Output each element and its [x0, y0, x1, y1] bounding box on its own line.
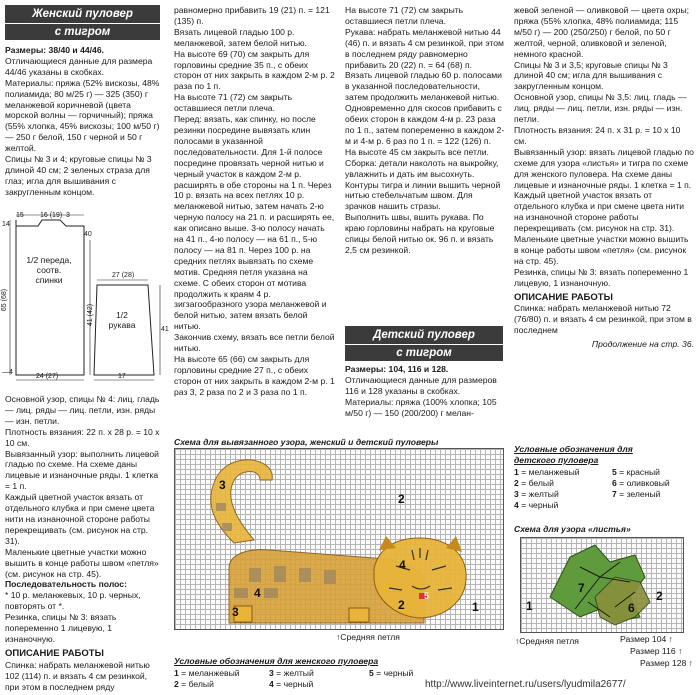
pattern-schematic	[2, 210, 170, 385]
col3-p7: Контуры тигра и линии вышить черной нитью стебельчатым швом. Для зрачков нашить стразы.	[345, 179, 501, 212]
zone-label-2: 3	[219, 478, 226, 492]
col4-p9: Резинка, спицы № 3: вязать попеременно 1 лицевую, 1 изнаночную.	[514, 266, 689, 288]
kids-intro	[345, 364, 505, 419]
size-116	[630, 646, 682, 656]
women-title-line1: Женский пуловер	[32, 8, 133, 20]
women-density: Плотность вязания: 22 п. х 28 р. = 10 х 10 см.	[5, 426, 160, 448]
zone-label-8: 5	[424, 591, 430, 601]
leaves-label-4: 2	[656, 589, 663, 603]
women-stripes-title: Последовательность полос:	[5, 579, 127, 590]
dim-top-c: 3	[66, 212, 70, 219]
dim-sleeve-side: 41	[161, 326, 169, 333]
column-3	[345, 5, 505, 256]
zone-label-7: 1	[472, 600, 479, 614]
col3-p6: Сборка: детали наколоть на выкройку, увлажнить и дать им высохнуть.	[345, 157, 499, 179]
piece-front-label: 1/2 переда, соотв. спинки	[26, 255, 72, 285]
dim-top-a: 15	[16, 212, 24, 219]
women-header	[5, 5, 160, 40]
kids-legend-item-3: 3 = желтый	[514, 489, 559, 499]
women-knit-pattern: Вывязанный узор: выполнить лицевой гладью по схеме. На схеме даны лицевые и изнаночные ряды. 1 клетка = 1 п.	[5, 448, 159, 492]
women-materials: Материалы: пряжа (52% вискозы, 48% полиамида; 80 м/25 г) — 325 (350) г меланжевой коричневой (цвета морской волны — горчичный); пряжа (55% хлопка, 45% вискозы; 100 м/50 г) — 250 г белой, 150 г черной и 50 г желтой.	[5, 77, 160, 154]
col4-p8: Маленькие цветные участки можно вышить в конце работы швом «петля» (см. рисунок на стр. 45).	[514, 234, 689, 266]
women-column-bottom	[5, 394, 163, 692]
dim-bottom: 24 (27)	[36, 373, 59, 380]
size-104-label: Размер 104	[620, 634, 667, 644]
leaves-middle-loop-label: Средняя петля	[519, 636, 579, 646]
women-small-blocks: Маленькие цветные участки можно вышить в конце работы швом «петля» (см. рисунок на стр. 45).	[5, 546, 159, 579]
tiger-tail	[211, 460, 273, 543]
col4-p4: Основной узор, спицы № 3,5: лиц. гладь — лиц. ряды — лиц. петли, изн. ряды — изн. петли.	[514, 92, 687, 125]
women-rib: Резинка, спицы № 3: вязать попеременно 1 лицевую, 1 изнаночную.	[5, 612, 117, 644]
women-back: Спинка: набрать меланжевой нитью 102 (114) п. и вязать 4 см резинкой, при этом в последнем ряду	[5, 659, 150, 692]
piece-sleeve-label: 1/2 рукава	[108, 310, 136, 330]
col4-p1: жевой зеленой — оливковой — цвета охры;	[514, 5, 690, 15]
kids-legend-item-5: 5 = красный	[612, 467, 660, 477]
col3-p3: Вязать лицевой гладью 60 р. полосами в указанной последовательности, затем продолжить меланжевой нитью.	[345, 70, 502, 103]
sleeve-piece-outline	[94, 285, 154, 375]
kids-legend	[514, 467, 694, 512]
col3-p5: На высоте 45 см закрыть все петли.	[345, 146, 489, 157]
women-color-block: Каждый цветной участок вязать от отдельного клубка и при смене цвета нити на изнаночной стороне работы перекрещивать (см. рисунок на стр. 31).	[5, 492, 155, 546]
col2-p7: На высоте 65 (66) см закрыть для горловины средние 27 п., с обеих сторон от них закрыть в каждом 2-м р. 1 раз 3, 2 раза по 2 и 3 раза по 1 п.	[174, 354, 335, 397]
zone-label-6: 2	[398, 598, 405, 612]
col2-p5: Перед: вязать, как спинку, но после резинки посредине вывязать клин полосами в указанной последовательности. Для 1-й полосе посредине провязать черной нитью и черный участок в каждом 2-м р. расширять в обе стороны на 1 п. Через 10 р. вязать на всех петлях 10 р. меланжевой нитью, затем начать 2-ю черную полосу на 21 п. и расширять ее, как описано выше. 3-ю полосу начать на 41 п., 4-ю полосу — на 61 п., 5-ю полосу — на 81 п. Через 100 р. на средних петлях вывязать по схеме мотив. Средняя петля указана на схеме. С обеих сторон от мотива продолжить к краям 4 р. зигзагообразного узора меланжевой и белой нитью, затем вязать белой нитью.	[174, 114, 335, 332]
women-sizes: Размеры: 38/40 и 44/46.	[5, 45, 104, 55]
kids-desc-title: ОПИСАНИЕ РАБОТЫ	[514, 291, 613, 303]
women-legend-title: Условные обозначения для женского пуловера	[174, 656, 379, 666]
leaves-label-3: 6	[628, 601, 635, 615]
size-116-arrow-icon: ↑	[675, 646, 683, 656]
dim-sleeve-top: 27 (28)	[112, 272, 135, 279]
continue-note: Продолжение на стр. 36.	[591, 339, 694, 350]
zone-label-5: 4	[399, 558, 406, 572]
col3-p4: Одновременно для скосов прибавить с обеих сторон в каждом 4-м р. 23 раза по 1 п., затем попеременно в каждом 2-м и 4-м р. 6 раз по 1 п. = 122 (126) п.	[345, 103, 505, 146]
size-128	[640, 658, 693, 668]
col4-p7: Каждый цветной участок вязать от отдельного клубка и при смене цвета нити на изнаночной стороне работы перекрещивать (см. рисунок на стр. 31).	[514, 190, 685, 234]
dim-left-a: 14	[2, 221, 10, 228]
kids-legend-item-2: 2 = белый	[514, 478, 554, 488]
leaves-up-arrow-icon: ↑	[515, 636, 520, 646]
women-legend-item-1: 1 = меланжевый	[174, 668, 240, 678]
leaves-motif	[520, 537, 684, 633]
women-legend-item-3: 3 = желтый	[269, 668, 314, 678]
dim-top-b: 16 (19)	[40, 212, 63, 219]
tiger-middle-loop-label: Средняя петля	[340, 632, 400, 642]
leaves-chart	[520, 537, 684, 633]
kids-legend-item-4: 4 = черный	[514, 500, 559, 510]
col3-p2: Рукава: набрать меланжевой нитью 44 (46) п. и вязать 4 см резинкой, при этом в последнем ряду равномерно прибавить 20 (22) п. = 64 (68) п.	[345, 26, 504, 70]
zone-label-1: 2	[398, 492, 405, 506]
leaves-chart-title: Схема для узора «листья»	[514, 524, 631, 534]
women-legend-item-2: 2 = белый	[174, 679, 214, 689]
source-url[interactable]: http://www.liveinternet.ru/users/lyudmila2677/	[425, 679, 626, 690]
tiger-middle-loop	[336, 632, 400, 642]
dim-left-b: 65 (68)	[1, 288, 9, 312]
dim-right-b: 41 (42)	[87, 303, 95, 327]
women-desc-title: ОПИСАНИЕ РАБОТЫ	[5, 647, 104, 659]
column-2	[174, 5, 336, 398]
kids-materials: Материалы: пряжа (100% хлопка; 105 м/50 г) — 150 (200/200) г мелан-	[345, 396, 497, 418]
women-legend-item-4: 4 = черный	[269, 679, 314, 689]
col4-p5: Плотность вязания: 24 п. х 31 р. = 10 х 10 см.	[514, 124, 681, 146]
zone-label-3: 3	[232, 605, 239, 619]
size-104-arrow-icon: ↑	[666, 634, 673, 644]
kids-legend-title-text: Условные обозначения для детского пуловера	[514, 444, 633, 465]
kids-legend-title	[514, 444, 664, 466]
col4-p3: Спицы № 3 и 3,5; круговые спицы № 3 длиной 40 см; игла для вышивания с закругленным концом.	[514, 59, 668, 92]
col4-p10: Спинка: набрать меланжевой нитью 72 (76/80) п. и вязать 4 см резинкой, при этом в последнем	[514, 303, 692, 336]
up-arrow-icon: ↑	[336, 632, 341, 642]
size-128-label: Размер 128	[640, 658, 687, 668]
women-stripes: * 10 р. меланжевых, 10 р. черных, повторять от *.	[5, 590, 141, 612]
kids-legend-item-1: 1 = меланжевый	[514, 467, 580, 477]
col4-p6: Вывязанный узор: вязать лицевой гладью по схеме для узора «листья» и тигра по схеме для женского пуловера. На схеме даны лицевые и изнаночные ряды. 1 клетка = 1 п.	[514, 146, 694, 190]
women-column-top	[5, 45, 163, 198]
col2-p2: Вязать лицевой гладью 100 р. меланжевой, затем белой нитью.	[174, 26, 307, 48]
col2-p1: равномерно прибавить 19 (21) п. = 121 (135) п.	[174, 5, 330, 26]
kids-title-line2: с тигром	[345, 344, 503, 361]
col2-p4: На высоте 71 (72) см закрыть оставшиеся петли плеча.	[174, 92, 293, 114]
col4-p2: пряжа (55% хлопка, 48% полиамида; 115 м/50 г) — 200 (250/250) г белой, по 50 г желтой, черной, оливковой и зеленой, немного красной.	[514, 15, 679, 59]
tiger-chart-title: Схема для вывязанного узора, женский и детский пуловеры	[174, 437, 439, 447]
leaves-middle-loop	[515, 636, 579, 646]
women-needles: Спицы № 3 и 4; круговые спицы № 3 длиной 40 см; 2 зеленых страза для глаз; игла для вышивания с закругленным концом.	[5, 154, 152, 197]
tiger-paw-2	[349, 608, 369, 622]
women-sizes-note: Отличающиеся данные для размера 44/46 указаны в скобках.	[5, 55, 153, 77]
tiger-chart	[174, 448, 504, 630]
dim-sleeve-bottom: 17	[118, 373, 126, 380]
kids-note: Отличающиеся данные для размеров 116 и 128 указаны в скобках.	[345, 374, 497, 396]
women-main-pattern: Основной узор, спицы № 4: лиц. гладь — лиц. ряды — лиц. петли, изн. ряды — изн. петли.	[5, 394, 160, 426]
kids-legend-item-6: 6 = оливковый	[612, 478, 670, 488]
dim-marker: —4	[2, 369, 13, 376]
kids-legend-item-7: 7 = зеленый	[612, 489, 661, 499]
col3-p1: На высоте 71 (72) см закрыть оставшиеся петли плеча.	[345, 5, 464, 26]
women-title-line2: с тигром	[5, 23, 160, 40]
kids-title-line1: Детский пуловер	[373, 329, 475, 341]
dim-right-a: 40	[84, 231, 92, 238]
size-104	[620, 634, 673, 644]
size-128-arrow-icon: ↑	[686, 658, 693, 668]
body-piece-outline	[16, 220, 84, 375]
size-116-label: Размер 116	[630, 646, 676, 656]
tiger-motif	[174, 448, 504, 630]
kids-sizes: Размеры: 104, 116 и 128.	[345, 364, 449, 374]
col2-p3: На высоте 69 (70) см закрыть для горловины средние 35 п., с обеих сторон от них закрыть в каждом 2-м р. 2 раза по 1 п.	[174, 48, 335, 92]
kids-header	[345, 326, 503, 361]
leaves-label-1: 1	[526, 599, 533, 613]
women-legend-item-5: 5 = черный	[369, 668, 414, 678]
col3-p8: Выполнить швы, вшить рукава. По краю горловины набрать на круговые спицы белой нитью ок. 96 п. и вязать 2,5 см резинкой.	[345, 212, 495, 255]
col2-p6: Закончив схему, вязать все петли белой нитью.	[174, 332, 335, 354]
leaves-label-2: 7	[578, 581, 585, 595]
zone-label-4: 4	[254, 586, 261, 600]
column-4	[514, 5, 694, 350]
